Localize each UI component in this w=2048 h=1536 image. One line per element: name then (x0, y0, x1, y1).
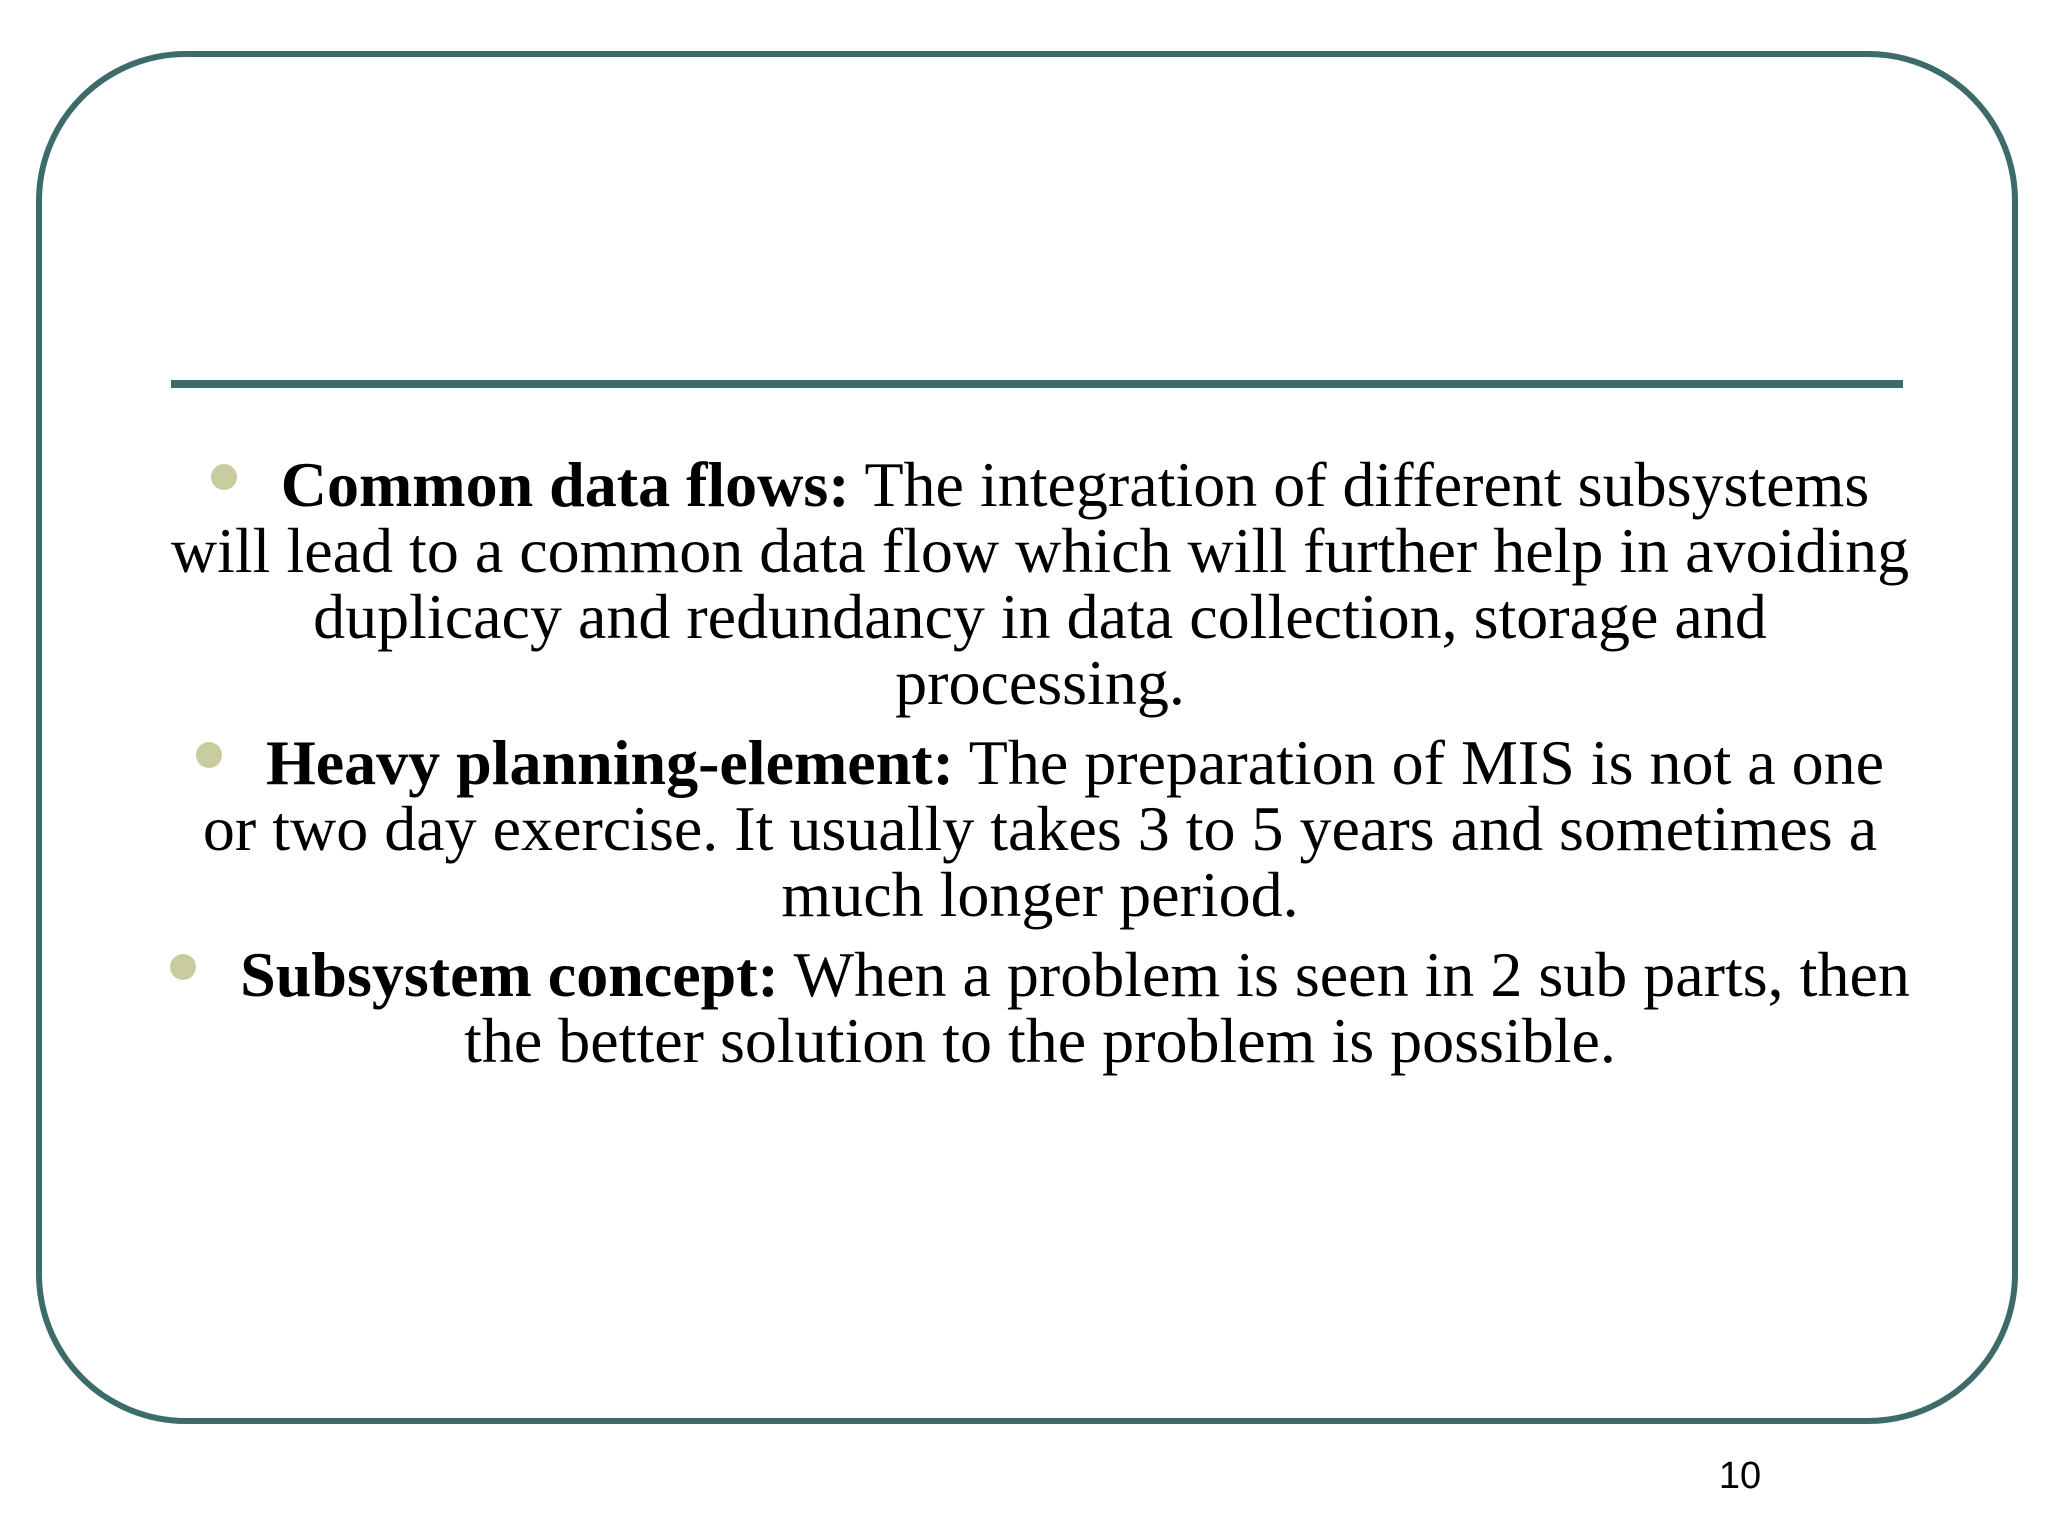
bullet-icon (211, 464, 237, 490)
item-term: Heavy planning-element: (265, 727, 954, 798)
title-divider (171, 380, 1903, 388)
bullet-icon (196, 742, 222, 768)
list-item (170, 939, 1910, 1076)
item-text: When a problem is seen in 2 sub parts, then the better solution to the problem is possible. (464, 939, 1910, 1076)
bullet-icon (170, 954, 196, 980)
bullet-list (170, 449, 1910, 1088)
item-term: Subsystem concept: (240, 939, 779, 1010)
item-text: The integration of different subsystems will lead to a common data flow which will further help in avoiding duplicacy and redundancy in data collection, storage and processing. (170, 449, 1910, 718)
item-text: The preparation of MIS is not a one or two day exercise. It usually takes 3 to 5 years and sometimes a much longer period. (202, 727, 1885, 930)
item-term: Common data flows: (280, 449, 850, 520)
page-number: 10 (1718, 1455, 1762, 1497)
list-item (170, 727, 1910, 930)
list-item (170, 449, 1910, 718)
